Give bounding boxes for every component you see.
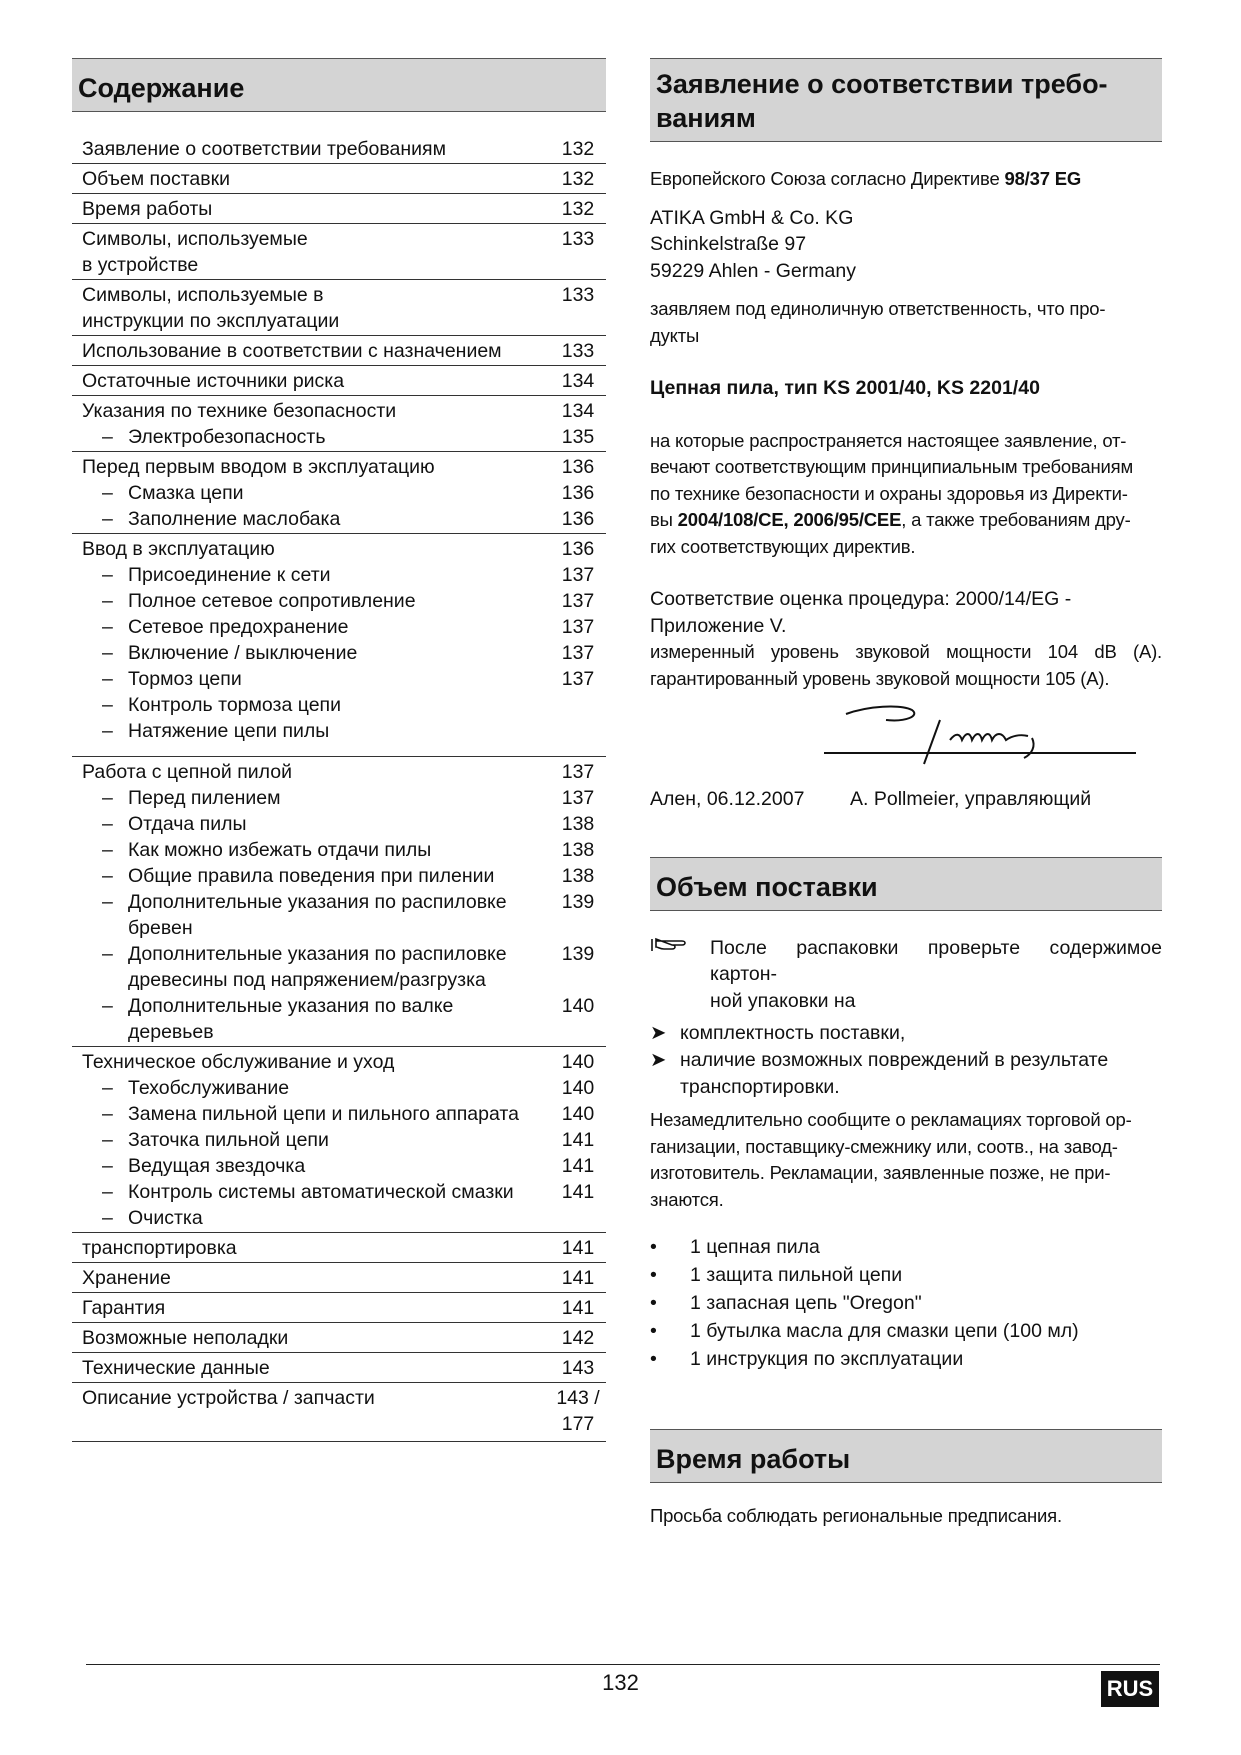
toc-entry-title: Ведущая звездочка xyxy=(128,1155,306,1177)
toc-entry-title: Заточка пильной цепи xyxy=(128,1129,329,1151)
delivery-heading: Объем поставки xyxy=(650,857,1162,911)
pointing-hand-icon xyxy=(650,935,710,1015)
toc-entry-title: Время работы xyxy=(82,198,213,220)
toc-entry-page: 143 / 177 xyxy=(556,1387,600,1435)
toc-entry[interactable] xyxy=(72,1101,606,1127)
dash-icon: – xyxy=(102,1077,113,1099)
toc-heading: Содержание xyxy=(72,58,606,112)
arrow-bullet-icon: ➤ xyxy=(650,1049,667,1071)
delivery-note-text: После распаковки проверьте содержимое картон- ной упаковки на xyxy=(710,936,1162,1012)
toc-entry[interactable] xyxy=(72,1235,606,1261)
toc-group xyxy=(72,1293,606,1323)
toc-entry[interactable] xyxy=(72,1355,606,1381)
toc-group xyxy=(72,1047,606,1233)
toc-entry[interactable] xyxy=(72,1295,606,1321)
toc-entry[interactable] xyxy=(72,562,606,588)
toc-entry-title: Перед пилением xyxy=(128,787,281,809)
company-name: ATIKA GmbH & Co. KG xyxy=(650,206,854,229)
procedure-text: Соответствие оценка процедура: 2000/14/EG - Приложение V. xyxy=(650,588,1072,637)
delivery-note xyxy=(650,935,1162,1015)
toc-entry-page: 141 xyxy=(561,1267,595,1289)
signature-line xyxy=(824,752,1136,754)
toc-entry-title: Техобслуживание xyxy=(128,1077,290,1099)
toc-entry-page: 136 xyxy=(561,538,595,560)
toc-entry-page: 133 xyxy=(561,340,595,362)
toc-entry-page: 141 xyxy=(561,1181,595,1203)
toc-entry-title: Электробезопасность xyxy=(128,426,326,448)
dash-icon: – xyxy=(102,616,113,638)
toc-entry[interactable] xyxy=(72,889,606,941)
toc-entry-title: Натяжение цепи пилы xyxy=(128,720,330,742)
toc-group xyxy=(72,164,606,194)
toc-entry[interactable] xyxy=(72,1385,606,1437)
toc-entry-title: Полное сетевое сопротивление xyxy=(128,590,416,612)
dash-icon: – xyxy=(102,590,113,612)
toc-entry[interactable] xyxy=(72,196,606,222)
toc-group xyxy=(72,336,606,366)
toc-group xyxy=(72,757,606,1047)
toc-entry-title: Гарантия xyxy=(82,1297,166,1319)
toc-entry-page: 139 xyxy=(561,943,595,965)
toc-entry[interactable] xyxy=(72,166,606,192)
dash-icon: – xyxy=(102,813,113,835)
toc-entry-page: 141 xyxy=(561,1297,595,1319)
toc-group xyxy=(72,366,606,396)
toc-entry-page: 141 xyxy=(561,1237,595,1259)
toc-entry-title: Дополнительные указания по распиловке древесины под напряжением/разгрузка xyxy=(128,943,507,991)
toc-entry-title: Указания по технике безопасности xyxy=(82,400,397,422)
toc-entry-page: 136 xyxy=(561,482,595,504)
toc-group xyxy=(72,1263,606,1293)
toc-group xyxy=(72,396,606,452)
place-date: Ален, 06.12.2007 xyxy=(650,788,805,810)
toc-entry-title: Заполнение маслобака xyxy=(128,508,341,530)
toc-entry-title: Объем поставки xyxy=(82,168,231,190)
product-line: Цепная пила, тип KS 2001/40, KS 2201/40 xyxy=(650,377,1040,399)
claims-text: Незамедлительно сообщите о рекламациях торговой ор- ганизации, поставщику-смежнику или, соотв., на завод- изготовитель. Рекламации, заявленные позже, не при- знаются. xyxy=(650,1109,1132,1210)
dash-icon: – xyxy=(102,508,113,530)
toc-entry[interactable] xyxy=(72,338,606,364)
delivery-item: • 1 цепная пила xyxy=(650,1233,1162,1261)
dash-icon: – xyxy=(102,1181,113,1203)
toc-entry-page: 143 xyxy=(561,1357,595,1379)
dash-icon: – xyxy=(102,865,113,887)
toc-entry-title: Технические данные xyxy=(82,1357,270,1379)
delivery-items xyxy=(650,1233,1162,1373)
toc-entry[interactable] xyxy=(72,506,606,532)
toc-entry-page: 136 xyxy=(561,456,595,478)
toc-entry[interactable] xyxy=(72,666,606,692)
toc-entry-page: 142 xyxy=(561,1327,595,1349)
dash-icon: – xyxy=(102,839,113,861)
toc-entry-title: Включение / выключение xyxy=(128,642,358,664)
toc-column xyxy=(72,58,606,1442)
dash-icon: – xyxy=(102,482,113,504)
toc-entry-title: Остаточные источники риска xyxy=(82,370,345,392)
toc-entry-title: Присоединение к сети xyxy=(128,564,331,586)
toc-entry-title: Символы, используемые в инструкции по эксплуатации xyxy=(82,284,340,332)
toc-group xyxy=(72,1353,606,1383)
toc-entry-page: 137 xyxy=(561,564,595,586)
toc-entry[interactable] xyxy=(72,718,606,744)
toc-entry-page: 140 xyxy=(561,1051,595,1073)
toc-entry-page: 139 xyxy=(561,891,595,913)
toc-entry-page: 138 xyxy=(561,813,595,835)
toc-entry[interactable] xyxy=(72,480,606,506)
toc-entry-title: Тормоз цепи xyxy=(128,668,242,690)
dash-icon: – xyxy=(102,787,113,809)
dash-icon: – xyxy=(102,642,113,664)
toc-entry[interactable] xyxy=(72,941,606,993)
dash-icon: – xyxy=(102,1207,113,1229)
toc-entry-title: Техническое обслуживание и уход xyxy=(82,1051,395,1073)
directive-line: Европейского Союза согласно Директиве 98/37 EG xyxy=(650,168,1082,189)
toc-entry-title: Дополнительные указания по валке деревьев xyxy=(128,995,454,1043)
toc-entry-title: Описание устройства / запчасти xyxy=(82,1387,375,1409)
measured-level: измеренный уровень звуковой мощности 104 dB (A). xyxy=(650,641,1162,662)
bullet-icon: • xyxy=(650,1292,657,1314)
dash-icon: – xyxy=(102,668,113,690)
toc-entry[interactable] xyxy=(72,1265,606,1291)
toc-entry-title: Ввод в эксплуатацию xyxy=(82,538,275,560)
toc-entry-page: 134 xyxy=(561,370,595,392)
bullet-icon: • xyxy=(650,1348,657,1370)
toc-entry[interactable] xyxy=(72,226,606,278)
toc-entry[interactable] xyxy=(72,536,606,562)
toc-entry-page: 137 xyxy=(561,616,595,638)
toc-entry[interactable] xyxy=(72,1179,606,1205)
check-item: ➤ комплектность поставки, xyxy=(650,1020,1162,1047)
conformity-heading: Заявление о соответствии требо- ваниям xyxy=(650,58,1162,142)
toc-entry-title: Как можно избежать отдачи пилы xyxy=(128,839,432,861)
toc-entry-title: Контроль тормоза цепи xyxy=(128,694,342,716)
check-item: ➤ наличие возможных повреждений в результате транспортировки. xyxy=(650,1047,1162,1101)
toc-entry-title: Очистка xyxy=(128,1207,203,1229)
toc-entry[interactable] xyxy=(72,1153,606,1179)
dash-icon: – xyxy=(102,1155,113,1177)
dash-icon: – xyxy=(102,564,113,586)
dash-icon: – xyxy=(102,891,113,913)
bullet-icon: • xyxy=(650,1236,657,1258)
toc-entry-page: 133 xyxy=(561,228,595,250)
toc-entry-title: Перед первым вводом в эксплуатацию xyxy=(82,456,435,478)
dash-icon: – xyxy=(102,943,113,965)
toc-entry-title: Смазка цепи xyxy=(128,482,244,504)
toc-entry-title: Сетевое предохранение xyxy=(128,616,349,638)
toc-entry-title: Дополнительные указания по распиловке бревен xyxy=(128,891,507,939)
toc-entry-title: Отдача пилы xyxy=(128,813,247,835)
page-number: 132 xyxy=(602,1670,639,1695)
toc-entry-page: 138 xyxy=(561,839,595,861)
toc-entry-page: 137 xyxy=(561,761,595,783)
toc-group xyxy=(72,280,606,336)
toc-entry[interactable] xyxy=(72,368,606,394)
toc-entry-page: 140 xyxy=(561,1077,595,1099)
toc-entry[interactable] xyxy=(72,398,606,424)
toc-group xyxy=(72,452,606,534)
toc-group xyxy=(72,1233,606,1263)
toc-entry-title: Заявление о соответствии требованиям xyxy=(82,138,446,160)
signature-area xyxy=(650,692,1162,784)
toc-entry[interactable] xyxy=(72,1325,606,1351)
worktime-heading: Время работы xyxy=(650,1429,1162,1483)
signatory: A. Pollmeier, управляющий xyxy=(850,788,1092,810)
bullet-icon: • xyxy=(650,1264,657,1286)
toc-entry[interactable] xyxy=(72,759,606,785)
dash-icon: – xyxy=(102,694,113,716)
toc-entry[interactable] xyxy=(72,136,606,162)
dash-icon: – xyxy=(102,720,113,742)
toc-entry[interactable] xyxy=(72,785,606,811)
toc-entry[interactable] xyxy=(72,424,606,450)
worktime-text: Просьба соблюдать региональные предписания. xyxy=(650,1505,1062,1526)
toc-list xyxy=(72,134,606,1442)
dash-icon: – xyxy=(102,995,113,1017)
toc-entry-title: Работа с цепной пилой xyxy=(82,761,292,783)
toc-entry-title: транспортировка xyxy=(82,1237,237,1259)
sign-off xyxy=(650,786,1162,813)
toc-entry[interactable] xyxy=(72,640,606,666)
dash-icon: – xyxy=(102,1129,113,1151)
company-address xyxy=(650,205,1162,285)
dash-icon: – xyxy=(102,1103,113,1125)
toc-group xyxy=(72,1383,606,1442)
arrow-bullet-icon: ➤ xyxy=(650,1022,667,1044)
toc-entry-page: 132 xyxy=(561,198,595,220)
language-badge: RUS xyxy=(1101,1671,1159,1707)
toc-group xyxy=(72,1323,606,1353)
toc-entry-page: 140 xyxy=(561,1103,595,1125)
toc-entry-page: 137 xyxy=(561,590,595,612)
toc-entry-title: Хранение xyxy=(82,1267,171,1289)
delivery-item: • 1 запасная цепь "Oregon" xyxy=(650,1289,1162,1317)
toc-entry[interactable] xyxy=(72,863,606,889)
toc-entry-page: 137 xyxy=(561,668,595,690)
toc-entry-title: Общие правила поведения при пилении xyxy=(128,865,495,887)
footer-divider xyxy=(86,1664,1160,1665)
toc-entry-page: 132 xyxy=(561,168,595,190)
toc-entry-title: Контроль системы автоматической смазки xyxy=(128,1181,514,1203)
toc-group xyxy=(72,194,606,224)
toc-entry[interactable] xyxy=(72,588,606,614)
delivery-item: • 1 инструкция по эксплуатации xyxy=(650,1345,1162,1373)
delivery-item: • 1 бутылка масла для смазки цепи (100 мл) xyxy=(650,1317,1162,1345)
dash-icon: – xyxy=(102,426,113,448)
company-street: Schinkelstraße 97 xyxy=(650,233,807,255)
toc-entry-page: 135 xyxy=(561,426,595,448)
toc-entry[interactable] xyxy=(72,837,606,863)
toc-entry-page: 137 xyxy=(561,787,595,809)
toc-entry[interactable] xyxy=(72,811,606,837)
delivery-checks xyxy=(650,1020,1162,1101)
toc-entry-title: Замена пильной цепи и пильного аппарата xyxy=(128,1103,519,1125)
toc-group xyxy=(72,224,606,280)
right-column xyxy=(650,58,1162,1530)
toc-entry-page: 134 xyxy=(561,400,595,422)
declaration-text: заявляем под единоличную ответственность, что про- дукты xyxy=(650,298,1106,346)
toc-entry[interactable] xyxy=(72,614,606,640)
toc-entry-page: 137 xyxy=(561,642,595,664)
toc-entry[interactable] xyxy=(72,993,606,1045)
delivery-item: • 1 защита пильной цепи xyxy=(650,1261,1162,1289)
toc-group xyxy=(72,534,606,757)
toc-group xyxy=(72,134,606,164)
toc-entry[interactable] xyxy=(72,1049,606,1075)
toc-entry-title: Символы, используемые в устройстве xyxy=(82,228,308,276)
toc-entry-page: 138 xyxy=(561,865,595,887)
toc-entry[interactable] xyxy=(72,282,606,334)
toc-entry-page: 133 xyxy=(561,284,595,306)
toc-entry-page: 141 xyxy=(561,1129,595,1151)
toc-entry[interactable] xyxy=(72,1127,606,1153)
bullet-icon: • xyxy=(650,1320,657,1342)
toc-entry[interactable] xyxy=(72,692,606,718)
toc-entry-page: 140 xyxy=(561,995,595,1017)
guaranteed-level: гарантированный уровень звуковой мощности 105 (A). xyxy=(650,667,1110,689)
toc-entry[interactable] xyxy=(72,1205,606,1231)
toc-entry-title: Использование в соответствии с назначением xyxy=(82,340,502,362)
toc-entry[interactable] xyxy=(72,454,606,480)
toc-entry-page: 141 xyxy=(561,1155,595,1177)
toc-entry-page: 136 xyxy=(561,508,595,530)
toc-entry[interactable] xyxy=(72,1075,606,1101)
signature-image xyxy=(820,698,1140,776)
compliance-text: на которые распространяется настоящее заявление, от- вечают соответствующим принципиальным требованиям по технике безопасности и охраны здоровья из Директи- вы 2004/108/CE, 2006/95/CEE, а также требованиям дру- гих соответствующих директив. xyxy=(650,429,1134,557)
toc-entry-page: 132 xyxy=(561,138,595,160)
company-city: 59229 Ahlen - Germany xyxy=(650,259,856,282)
toc-entry-title: Возможные неполадки xyxy=(82,1327,289,1349)
